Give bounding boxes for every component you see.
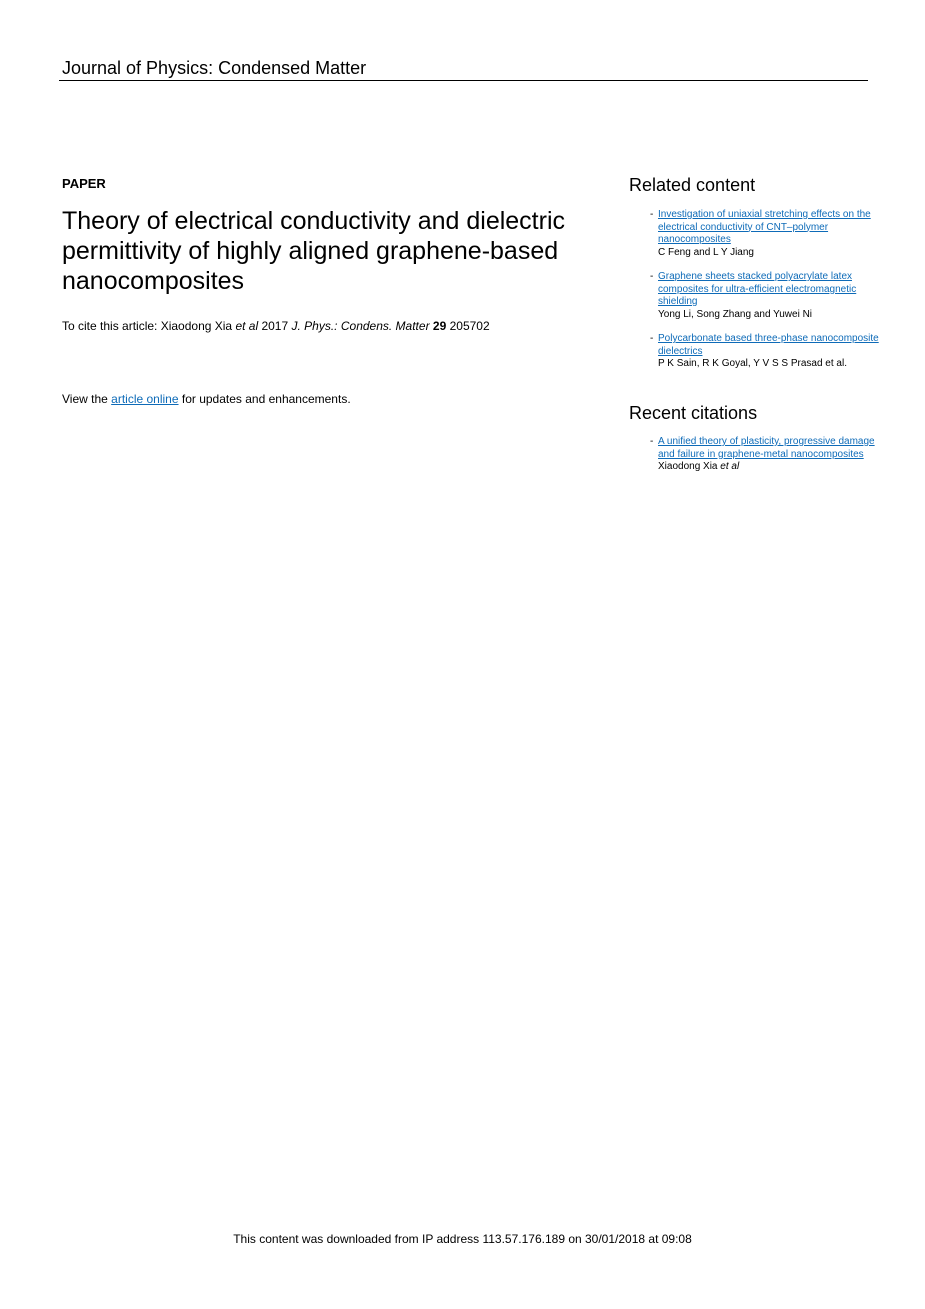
related-item-link[interactable]: Graphene sheets stacked polyacrylate latex composites for ultra-efficient electromagnetic shielding [658, 271, 857, 307]
citation-volume: 29 [432, 319, 447, 333]
related-item-authors: Yong Li, Song Zhang and Yuwei Ni [658, 308, 813, 320]
related-item-link[interactable]: Investigation of uniaxial stretching effects on the electrical conductivity of CNT–polymer nanocomposites [658, 209, 871, 245]
related-item [650, 271, 880, 321]
list-dash: - [650, 271, 654, 282]
citation-item-link[interactable]: A unified theory of plasticity, progressive damage and failure in graphene-metal nanocomposites [658, 436, 875, 460]
related-item-authors: P K Sain, R K Goyal, Y V S S Prasad et al. [658, 358, 847, 369]
citation-year: 2017 [258, 319, 292, 333]
download-footer: This content was downloaded from IP address 113.57.176.189 on 30/01/2018 at 09:08 [233, 1232, 692, 1246]
header-divider [59, 80, 868, 81]
journal-name: Journal of Physics: Condensed Matter [62, 58, 367, 78]
article-online-link[interactable]: article online [111, 392, 179, 406]
article-title: Theory of electrical conductivity and dielectric permittivity of highly aligned graphene-based nanocomposites [62, 207, 566, 295]
related-content-list [650, 209, 880, 383]
related-item [650, 209, 880, 259]
related-item-authors: C Feng and L Y Jiang [658, 246, 754, 258]
citation-item [650, 436, 880, 474]
view-prefix: View the [62, 392, 112, 406]
recent-citations-list [650, 436, 880, 486]
view-suffix: for updates and enhancements. [178, 392, 351, 406]
citation-journal: J. Phys.: Condens. Matter [291, 319, 430, 333]
citation-line [62, 319, 490, 333]
citation-article-number: 205702 [446, 319, 490, 333]
citation-etal: et al [235, 319, 259, 333]
view-online-line [62, 392, 351, 406]
related-item [650, 333, 880, 371]
list-dash: - [650, 333, 654, 344]
citation-prefix: To cite this article: Xiaodong Xia [62, 319, 236, 333]
recent-citations-heading: Recent citations [629, 403, 758, 423]
citation-item-authors [658, 461, 880, 474]
citation-authors-etal: et al [720, 461, 740, 472]
related-item-link[interactable]: Polycarbonate based three-phase nanocomposite dielectrics [658, 333, 879, 357]
list-dash: - [650, 209, 654, 220]
related-content-heading: Related content [629, 175, 756, 195]
list-dash: - [650, 436, 654, 447]
article-type-label: PAPER [62, 176, 106, 191]
citation-authors-prefix: Xiaodong Xia [658, 461, 721, 472]
